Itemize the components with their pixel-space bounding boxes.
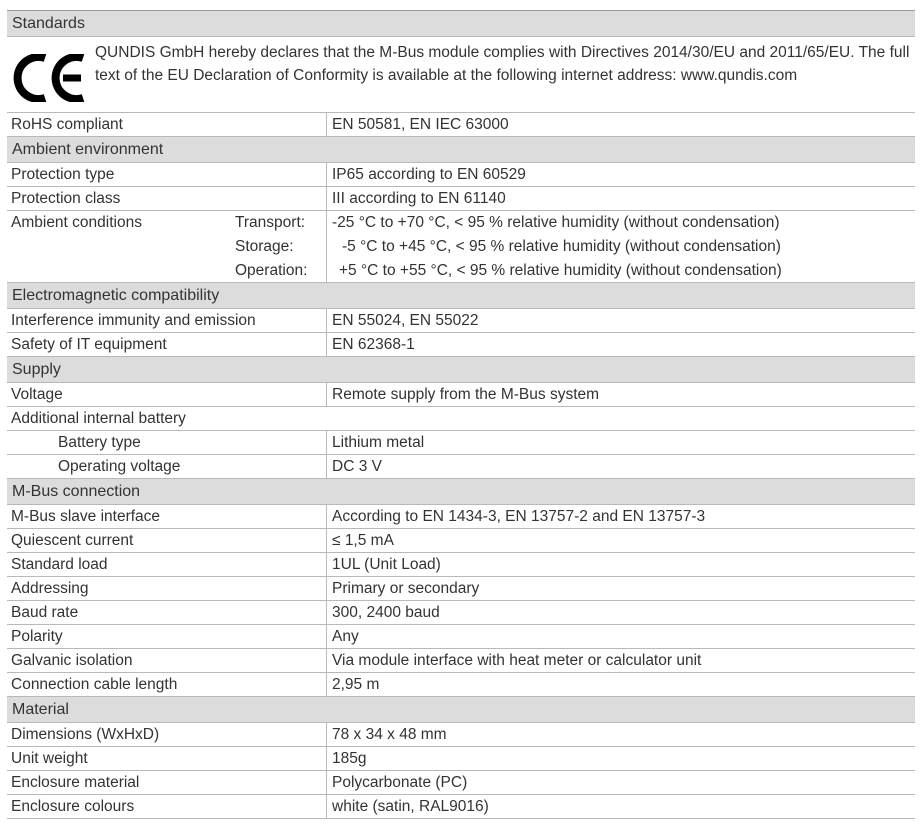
spec-label: Enclosure colours	[11, 798, 135, 815]
spec-value-cell	[326, 625, 915, 648]
spec-value: 300, 2400 baud	[332, 604, 440, 621]
spec-row-rohs	[7, 113, 915, 137]
spec-value-cell	[326, 259, 915, 282]
spec-row-voltage	[7, 383, 915, 407]
spec-row	[7, 625, 915, 649]
spec-value-cell	[326, 601, 915, 624]
spec-value-cell	[326, 747, 915, 770]
section-title: M-Bus connection	[12, 483, 141, 500]
spec-label: Safety of IT equipment	[11, 336, 167, 353]
spec-value-cell	[326, 505, 915, 528]
spec-label: Galvanic isolation	[11, 652, 133, 669]
spec-label: Voltage	[11, 386, 63, 403]
spec-row	[7, 747, 915, 771]
spec-label: Unit weight	[11, 750, 88, 767]
spec-row	[7, 553, 915, 577]
spec-label: Ambient conditions	[11, 214, 142, 231]
spec-label: Baud rate	[11, 604, 79, 621]
spec-value: 2,95 m	[332, 676, 380, 693]
spec-row	[7, 771, 915, 795]
section-title: Material	[12, 701, 69, 718]
spec-row	[7, 309, 915, 333]
spec-value-cell	[326, 795, 915, 818]
spec-value: white (satin, RAL9016)	[332, 798, 489, 815]
spec-row	[7, 795, 915, 819]
spec-value-cell	[326, 673, 915, 696]
spec-label: Enclosure material	[11, 774, 140, 791]
section-header-emc	[7, 283, 915, 309]
section-header-ambient	[7, 137, 915, 163]
section-header-supply	[7, 357, 915, 383]
spec-row-battery	[7, 407, 915, 431]
section-title: Supply	[12, 361, 61, 378]
spec-value: Remote supply from the M-Bus system	[332, 386, 600, 403]
spec-value-cell	[326, 211, 915, 235]
section-header-standards	[7, 11, 915, 37]
spec-value: DC 3 V	[332, 458, 382, 475]
spec-value: +5 °C to +55 °C, < 95 % relative humidity (without condensation)	[339, 262, 782, 279]
spec-label: Battery type	[58, 434, 141, 451]
spec-row	[7, 649, 915, 673]
spec-value: Primary or secondary	[332, 580, 480, 597]
spec-value: Lithium metal	[332, 434, 425, 451]
spec-label: Protection type	[11, 166, 115, 183]
spec-row-conditions-storage	[7, 235, 915, 259]
spec-row-conditions-transport	[7, 211, 915, 235]
spec-row	[7, 529, 915, 553]
spec-row	[7, 505, 915, 529]
spec-row	[7, 601, 915, 625]
declaration-text: QUNDIS GmbH hereby declares that the M-Bus module complies with Directives 2014/30/EU and 2011/65/EU. The full text of the EU Declaration of Conformity is available at the following internet address: www.qundis.com	[95, 44, 910, 84]
spec-row-conditions-operation	[7, 259, 915, 283]
spec-label: Standard load	[11, 556, 108, 573]
spec-row	[7, 431, 915, 455]
spec-label: Interference immunity and emission	[11, 312, 256, 329]
spec-label: Dimensions (WxHxD)	[11, 726, 160, 743]
spec-row	[7, 723, 915, 747]
spec-label: Connection cable length	[11, 676, 178, 693]
spec-label: Additional internal battery	[11, 410, 186, 427]
spec-value: Polycarbonate (PC)	[332, 774, 468, 791]
spec-value: 1UL (Unit Load)	[332, 556, 441, 573]
spec-table	[7, 10, 915, 819]
spec-value-cell	[326, 333, 915, 356]
spec-label: Polarity	[11, 628, 63, 645]
spec-label: Addressing	[11, 580, 89, 597]
spec-value-cell	[326, 383, 915, 406]
spec-label: Quiescent current	[11, 532, 134, 549]
spec-value-cell	[326, 529, 915, 552]
section-header-material	[7, 697, 915, 723]
spec-value: Via module interface with heat meter or calculator unit	[332, 652, 702, 669]
spec-value: -25 °C to +70 °C, < 95 % relative humidity (without condensation)	[332, 214, 780, 231]
ce-mark-icon	[13, 54, 87, 102]
spec-row	[7, 163, 915, 187]
spec-value: EN 55024, EN 55022	[332, 312, 479, 329]
spec-value: According to EN 1434-3, EN 13757-2 and EN 13757-3	[332, 508, 706, 525]
spec-value-cell	[326, 163, 915, 186]
spec-row	[7, 187, 915, 211]
spec-label: Operating voltage	[58, 458, 181, 475]
spec-row	[7, 577, 915, 601]
condition-sublabel: Transport:	[235, 214, 306, 231]
spec-value-cell	[326, 577, 915, 600]
spec-value: III according to EN 61140	[332, 190, 506, 207]
spec-value-cell	[326, 235, 915, 259]
spec-value-cell	[326, 649, 915, 672]
spec-value-cell	[326, 431, 915, 454]
spec-value-cell	[326, 187, 915, 210]
spec-row	[7, 333, 915, 357]
spec-label: Protection class	[11, 190, 121, 207]
section-title: Electromagnetic compatibility	[12, 287, 220, 304]
spec-value: -5 °C to +45 °C, < 95 % relative humidity (without condensation)	[342, 238, 781, 255]
spec-value-cell	[326, 455, 915, 478]
spec-value-cell	[326, 309, 915, 332]
ce-declaration-row	[7, 37, 915, 113]
spec-value: EN 62368-1	[332, 336, 415, 353]
spec-value: IP65 according to EN 60529	[332, 166, 526, 183]
spec-label: RoHS compliant	[11, 116, 123, 133]
spec-row	[7, 673, 915, 697]
section-title: Ambient environment	[12, 141, 164, 158]
section-title: Standards	[12, 15, 85, 32]
spec-value: 78 x 34 x 48 mm	[332, 726, 447, 743]
spec-value-cell	[326, 723, 915, 746]
spec-row	[7, 455, 915, 479]
spec-value-cell	[326, 771, 915, 794]
condition-sublabel: Operation:	[235, 262, 308, 279]
spec-value: Any	[332, 628, 359, 645]
spec-value: 185g	[332, 750, 367, 767]
spec-value: ≤ 1,5 mA	[332, 532, 394, 549]
spec-value: EN 50581, EN IEC 63000	[332, 116, 509, 133]
spec-value-cell	[326, 113, 915, 136]
section-header-mbus	[7, 479, 915, 505]
spec-label: M-Bus slave interface	[11, 508, 161, 525]
condition-sublabel: Storage:	[235, 238, 294, 255]
spec-value-cell	[326, 553, 915, 576]
